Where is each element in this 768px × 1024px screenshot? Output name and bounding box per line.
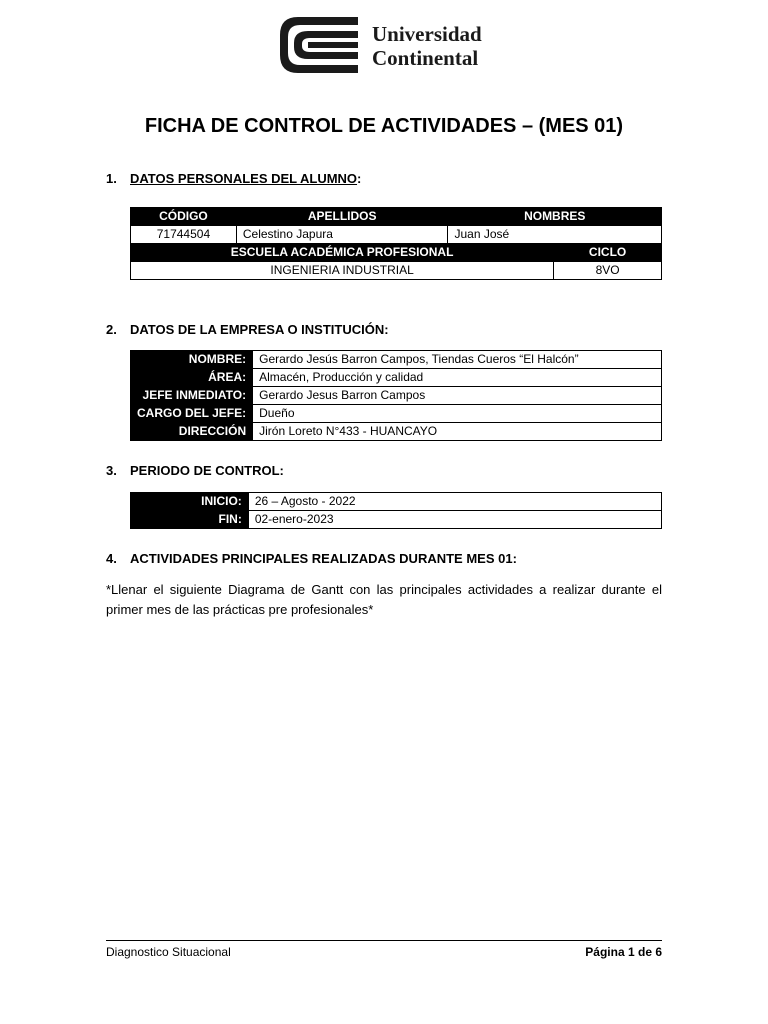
value-area: Almacén, Producción y calidad [253, 369, 662, 387]
value-cargo: Dueño [253, 405, 662, 423]
section-2-title: DATOS DE LA EMPRESA O INSTITUCIÓN: [130, 322, 389, 337]
ciclo-value: 8VO [554, 262, 662, 280]
section-4-heading [106, 551, 517, 566]
section-1-number: 1. [106, 171, 117, 186]
value-direccion: Jirón Loreto N°433 - HUANCAYO [253, 423, 662, 441]
section-2-heading [106, 322, 389, 337]
period-table [130, 492, 662, 529]
gantt-instruction-note: *Llenar el siguiente Diagrama de Gantt con las principales actividades a realizar durante el primer mes de las prácticas pre profesionales* [106, 582, 662, 617]
page-title: FICHA DE CONTROL DE ACTIVIDADES – (MES 01) [144, 115, 624, 137]
apellidos-value: Celestino Japura [236, 226, 448, 244]
value-jefe: Gerardo Jesus Barron Campos [253, 387, 662, 405]
logo-mark-icon [278, 14, 360, 76]
header-nombres: NOMBRES [448, 208, 662, 226]
label-jefe: JEFE INMEDIATO: [131, 387, 253, 405]
section-4-number: 4. [106, 551, 117, 566]
company-data-table [130, 350, 662, 441]
footer-page-number: Página 1 de 6 [585, 945, 662, 959]
value-fin: 02-enero-2023 [248, 511, 661, 529]
header-escuela: ESCUELA ACADÉMICA PROFESIONAL [131, 244, 554, 262]
label-cargo: CARGO DEL JEFE: [131, 405, 253, 423]
label-area: ÁREA: [131, 369, 253, 387]
logo-line-1: Universidad [372, 22, 482, 46]
label-nombre: NOMBRE: [131, 351, 253, 369]
section-4-title: ACTIVIDADES PRINCIPALES REALIZADAS DURANTE MES 01: [130, 551, 517, 566]
footer-divider [106, 940, 662, 941]
label-fin: FIN: [131, 511, 249, 529]
university-logo [278, 14, 498, 78]
header-codigo: CÓDIGO [131, 208, 237, 226]
section-3-title: PERIODO DE CONTROL: [130, 463, 284, 478]
section-1-title: DATOS PERSONALES DEL ALUMNO [130, 171, 358, 186]
header-apellidos: APELLIDOS [236, 208, 448, 226]
student-data-table [130, 207, 662, 280]
section-3-number: 3. [106, 463, 117, 478]
label-inicio: INICIO: [131, 493, 249, 511]
logo-line-2: Continental [372, 46, 479, 70]
value-inicio: 26 – Agosto - 2022 [248, 493, 661, 511]
section-1-heading [106, 171, 361, 186]
label-direccion: DIRECCIÓN [131, 423, 253, 441]
codigo-value: 71744504 [131, 226, 237, 244]
section-3-heading [106, 463, 284, 478]
nombres-value: Juan José [448, 226, 662, 244]
section-1-colon: : [357, 171, 362, 186]
value-nombre: Gerardo Jesús Barron Campos, Tiendas Cueros “El Halcón” [253, 351, 662, 369]
section-2-number: 2. [106, 322, 117, 337]
escuela-value: INGENIERIA INDUSTRIAL [131, 262, 554, 280]
footer-document-name: Diagnostico Situacional [106, 945, 231, 959]
header-ciclo: CICLO [554, 244, 662, 262]
